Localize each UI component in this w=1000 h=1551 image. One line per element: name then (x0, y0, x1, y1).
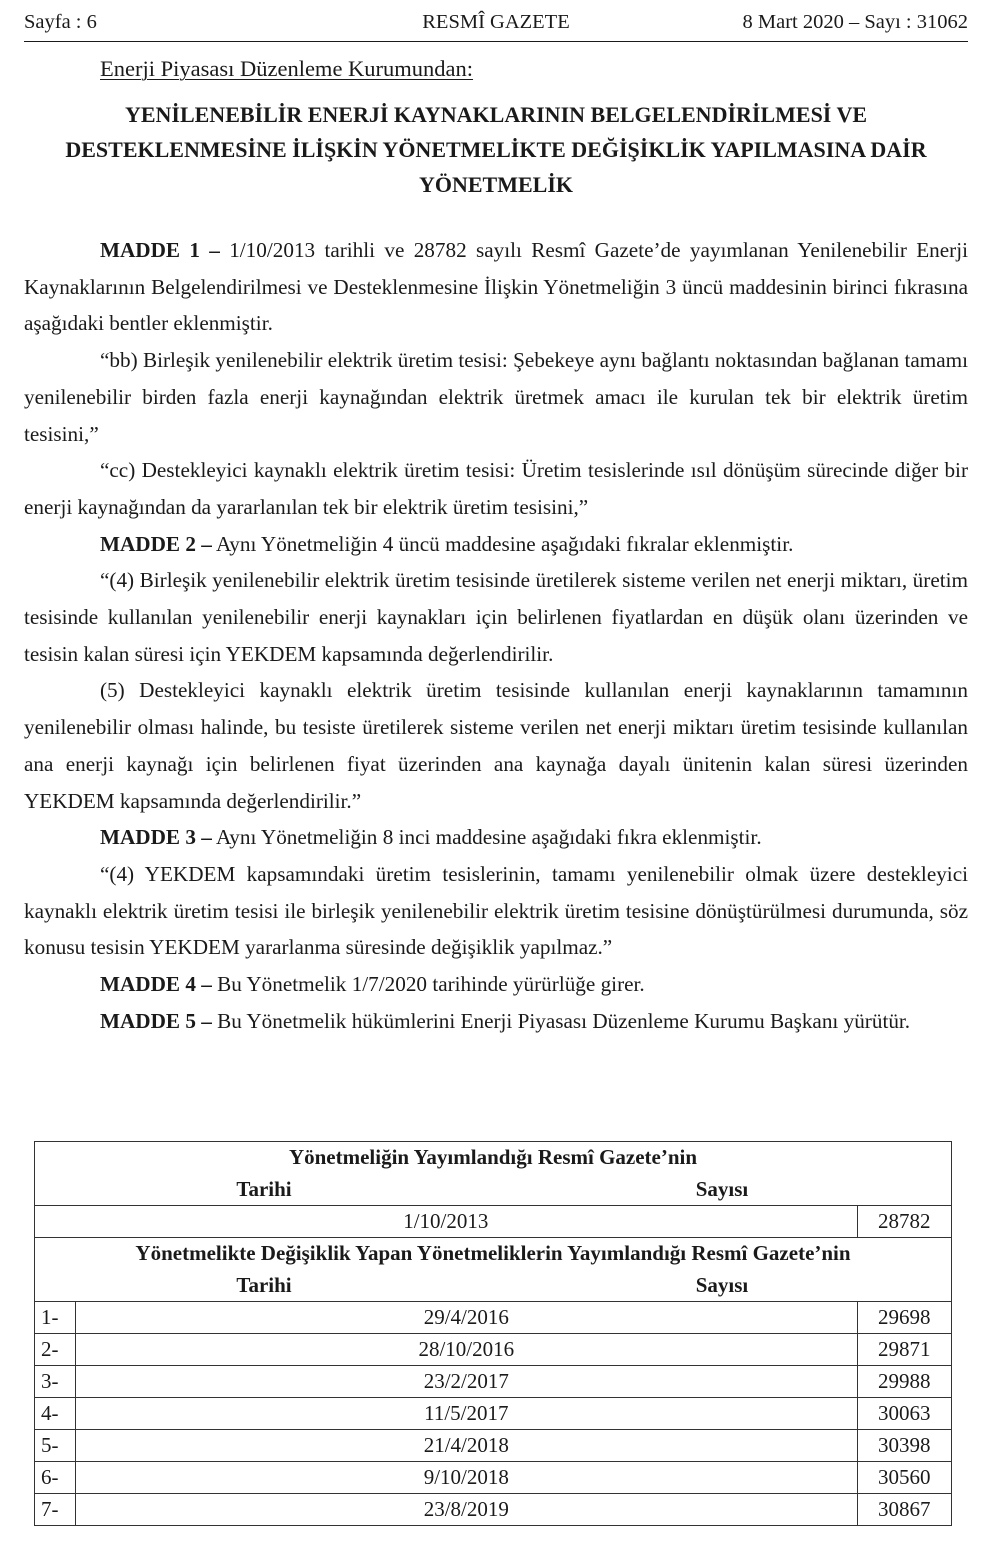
table-subheader (35, 1173, 952, 1206)
table-header-original: Yönetmeliğin Yayımlandığı Resmî Gazete’nin (35, 1142, 952, 1174)
regulation-body (24, 232, 968, 1039)
page-number: Sayfa : 6 (24, 11, 97, 33)
original-number: 28782 (857, 1206, 951, 1238)
article-text: 1/10/2013 tarihli ve 28782 sayılı Resmî Gazete’de yayımlanan Yenilenebilir Enerji Kaynaklarının Belgelendirilmesi ve Desteklenmesine İlişkin Yönetmeliğin 3 üncü maddesinin birinci fıkrasına aşağıdaki bentler eklenmiştir. (24, 238, 968, 336)
issue-date: 8 Mart 2020 – Sayı : 31062 (742, 11, 968, 33)
table-row (35, 1494, 952, 1526)
article-2-paragraph-4: “(4) Birleşik yenilenebilir elektrik üretim tesisinde üretilerek sisteme verilen net enerji miktarı, üretim tesisinde kullanılan yenilenebilir enerji kaynakları için belirlenen fiyatlardan en düşük olanı üzerinden ve tesisin kalan süresi için YEKDEM kapsamında değerlendirilir. (24, 568, 968, 666)
article-text: Bu Yönetmelik 1/7/2020 tarihinde yürürlüğe girer. (211, 972, 645, 997)
row-index: 4- (35, 1398, 76, 1430)
row-number: 30398 (857, 1430, 951, 1462)
article-label: MADDE 4 – (100, 972, 212, 997)
header-divider (24, 41, 968, 42)
article-3-paragraph-4: “(4) YEKDEM kapsamındaki üretim tesislerinin, tamamı yenilenebilir olmak üzere destekleyici kaynaklı elektrik üretim tesisi ile birleşik yenilenebilir elektrik üretim tesisine dönüştürülmesi durumunda, söz konusu tesisin YEKDEM yararlanma süresinde değişiklik yapılmaz.” (24, 861, 968, 960)
row-date: 11/5/2017 (76, 1398, 858, 1430)
article-2 (24, 526, 968, 563)
table-row (35, 1302, 952, 1334)
article-1-clause-cc: “cc) Destekleyici kaynaklı elektrik üretim tesisi: Üretim tesislerinde ısıl dönüşüm sürecinde diğer bir enerji kaynağından da yararlanılan tek bir elektrik üretim tesisini,” (24, 458, 968, 519)
regulation-title: YENİLENEBİLİR ENERJİ KAYNAKLARININ BELGELENDİRİLMESİ VE DESTEKLENMESİNE İLİŞKİN YÖNETMELİKTE DEĞİŞİKLİK YAPILMASINA DAİR YÖNETMELİK (65, 102, 927, 197)
row-index: 1- (35, 1302, 76, 1334)
issuing-institution: Enerji Piyasası Düzenleme Kurumundan: (100, 56, 474, 81)
row-number: 29988 (857, 1366, 951, 1398)
row-date: 29/4/2016 (76, 1302, 858, 1334)
article-1 (24, 232, 968, 342)
row-date: 21/4/2018 (76, 1430, 858, 1462)
row-number: 29871 (857, 1334, 951, 1366)
article-1-clause-bb: “bb) Birleşik yenilenebilir elektrik üretim tesisi: Şebekeye aynı bağlantı noktasından bağlanan tamamı yenilenebilir birden fazla enerji kaynağından elektrik üretmek amacı ile kurulan tek bir elektrik üretim tesisini,” (24, 348, 968, 446)
article-label: MADDE 2 – (100, 531, 212, 556)
row-number: 29698 (857, 1302, 951, 1334)
row-index: 6- (35, 1462, 76, 1494)
gazette-name: RESMÎ GAZETE (422, 11, 570, 33)
gazette-reference-table (34, 1141, 952, 1526)
article-3 (24, 819, 968, 856)
row-date: 23/2/2017 (76, 1366, 858, 1398)
article-5 (24, 1003, 968, 1040)
row-index: 2- (35, 1334, 76, 1366)
article-label: MADDE 5 – (100, 1008, 212, 1033)
article-text: Bu Yönetmelik hükümlerini Enerji Piyasası Düzenleme Kurumu Başkanı yürütür. (211, 1008, 911, 1033)
page-header (24, 6, 968, 38)
table-row (35, 1334, 952, 1366)
article-2-paragraph-5: (5) Destekleyici kaynaklı elektrik üretim tesisinde kullanılan enerji kaynaklarının tamamının yenilenebilir olması halinde, bu tesiste üretilerek sisteme verilen net enerji miktarı üretim tesisinde kullanılan ana enerji kaynağı için belirlenen fiyat üzerinden ana kaynağa dayalı ünitenin kalan süresi üzerinden YEKDEM kapsamında değerlendirilir.” (24, 678, 968, 813)
article-label: MADDE 3 – (100, 825, 212, 850)
table-row (35, 1462, 952, 1494)
article-text: Aynı Yönetmeliğin 4 üncü maddesine aşağıdaki fıkralar eklenmiştir. (211, 531, 794, 556)
row-index: 5- (35, 1430, 76, 1462)
row-number: 30867 (857, 1494, 951, 1526)
row-number: 30560 (857, 1462, 951, 1494)
row-date: 23/8/2019 (76, 1494, 858, 1526)
article-label: MADDE 1 – (100, 238, 220, 262)
original-date: 1/10/2013 (35, 1206, 858, 1238)
table-subheader (35, 1269, 952, 1302)
row-number: 30063 (857, 1398, 951, 1430)
row-date: 9/10/2018 (76, 1462, 858, 1494)
table-header-amendments: Yönetmelikte Değişiklik Yapan Yönetmeliklerin Yayımlandığı Resmî Gazete’nin (35, 1238, 952, 1270)
column-date-label: Tarihi (236, 1272, 292, 1297)
table-row (35, 1398, 952, 1430)
article-4 (24, 966, 968, 1003)
column-number-label: Sayısı (695, 1272, 749, 1297)
article-text: Aynı Yönetmeliğin 8 inci maddesine aşağıdaki fıkra eklenmiştir. (211, 825, 762, 850)
row-index: 7- (35, 1494, 76, 1526)
row-date: 28/10/2016 (76, 1334, 858, 1366)
table-row (35, 1366, 952, 1398)
column-number-label: Sayısı (695, 1176, 749, 1201)
row-index: 3- (35, 1366, 76, 1398)
table-row (35, 1206, 952, 1238)
column-date-label: Tarihi (236, 1176, 292, 1201)
table-row (35, 1430, 952, 1462)
